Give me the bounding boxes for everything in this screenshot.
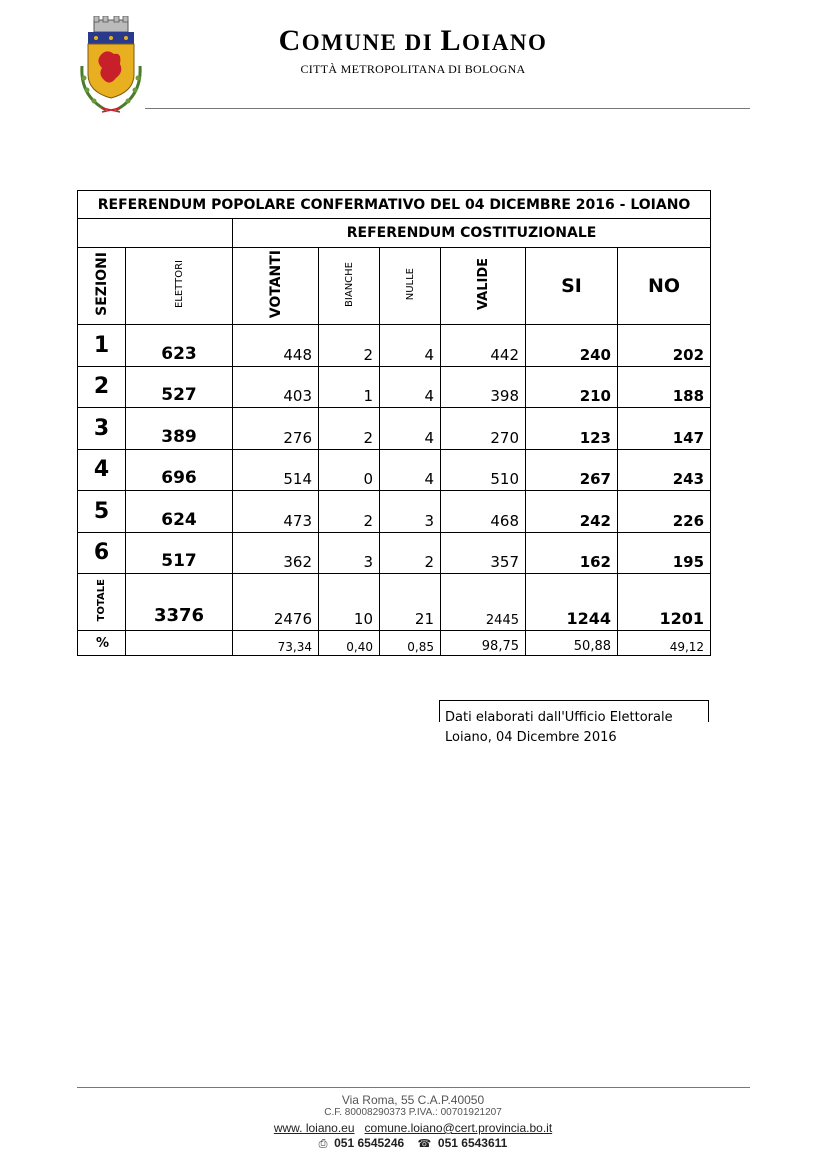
elettori-value: 389 — [126, 408, 233, 450]
bianche-value: 2 — [319, 408, 380, 450]
fax-number: 051 6545246 — [334, 1136, 405, 1150]
header-divider — [145, 108, 750, 109]
totale-si: 1244 — [526, 574, 618, 631]
valide-value: 442 — [441, 325, 526, 367]
percent-row — [78, 631, 711, 656]
valide-value: 398 — [441, 366, 526, 408]
fax-icon: ⎙ — [318, 1138, 328, 1150]
sezione-number: 1 — [78, 325, 126, 367]
totale-no: 1201 — [618, 574, 711, 631]
sezione-number: 5 — [78, 491, 126, 533]
nulle-value: 4 — [380, 449, 441, 491]
table-row — [78, 491, 711, 533]
votanti-value: 403 — [233, 366, 319, 408]
totale-valide: 2445 — [441, 574, 526, 631]
header-votanti: VOTANTI — [233, 248, 319, 325]
bianche-value: 1 — [319, 366, 380, 408]
percent-valide: 98,75 — [441, 631, 526, 656]
no-value: 226 — [618, 491, 711, 533]
votanti-value: 448 — [233, 325, 319, 367]
totale-elettori: 3376 — [126, 574, 233, 631]
sezione-number: 4 — [78, 449, 126, 491]
nulle-value: 4 — [380, 325, 441, 367]
phone-icon: ☎ — [417, 1138, 432, 1150]
blank-cell — [78, 219, 233, 248]
votanti-value: 473 — [233, 491, 319, 533]
header-sezioni: SEZIONI — [78, 248, 126, 325]
header-si: SI — [526, 248, 618, 325]
nulle-value: 3 — [380, 491, 441, 533]
email-link[interactable]: comune.loiano@cert.provincia.bo.it — [364, 1121, 553, 1135]
totale-votanti: 2476 — [233, 574, 319, 631]
valide-value: 510 — [441, 449, 526, 491]
elettori-value: 623 — [126, 325, 233, 367]
votanti-value: 514 — [233, 449, 319, 491]
si-value: 242 — [526, 491, 618, 533]
no-value: 243 — [618, 449, 711, 491]
percent-si: 50,88 — [526, 631, 618, 656]
results-table — [77, 190, 711, 656]
table-row — [78, 532, 711, 574]
table-row — [78, 408, 711, 450]
header-no: NO — [618, 248, 711, 325]
table-row — [78, 366, 711, 408]
totale-label: TOTALE — [78, 574, 126, 631]
percent-elettori-empty — [126, 631, 233, 656]
si-value: 240 — [526, 325, 618, 367]
no-value: 188 — [618, 366, 711, 408]
header-nulle: NULLE — [380, 248, 441, 325]
footer-address: Via Roma, 55 C.A.P.40050 — [341, 1093, 485, 1107]
percent-label: % — [78, 631, 126, 656]
elettori-value: 624 — [126, 491, 233, 533]
header-valide: VALIDE — [441, 248, 526, 325]
footer-fiscal-codes: C.F. 80008290373 P.IVA.: 00701921207 — [324, 1107, 502, 1118]
no-value: 147 — [618, 408, 711, 450]
si-value: 210 — [526, 366, 618, 408]
elettori-value: 517 — [126, 532, 233, 574]
table-row — [78, 325, 711, 367]
footer-links — [0, 1121, 826, 1135]
nulle-value: 2 — [380, 532, 441, 574]
percent-nulle: 0,85 — [380, 631, 441, 656]
sezione-number: 6 — [78, 532, 126, 574]
note-line-1: Dati elaborati dall'Ufficio Elettorale — [445, 710, 673, 725]
footer-contacts — [0, 1136, 826, 1151]
elettori-value: 527 — [126, 366, 233, 408]
totale-nulle: 21 — [380, 574, 441, 631]
nulle-value: 4 — [380, 408, 441, 450]
phone-number: 051 6543611 — [437, 1136, 508, 1150]
header-elettori: ELETTORI — [126, 248, 233, 325]
elettori-value: 696 — [126, 449, 233, 491]
bianche-value: 2 — [319, 325, 380, 367]
no-value: 202 — [618, 325, 711, 367]
percent-bianche: 0,40 — [319, 631, 380, 656]
footer-divider — [77, 1087, 750, 1088]
sezione-number: 2 — [78, 366, 126, 408]
page-title: COMUNE DI LOIANO — [278, 24, 548, 57]
sezione-number: 3 — [78, 408, 126, 450]
bianche-value: 2 — [319, 491, 380, 533]
no-value: 195 — [618, 532, 711, 574]
note-line-2: Loiano, 04 Dicembre 2016 — [445, 730, 617, 745]
valide-value: 270 — [441, 408, 526, 450]
percent-votanti: 73,34 — [233, 631, 319, 656]
votanti-value: 276 — [233, 408, 319, 450]
totale-row — [78, 574, 711, 631]
website-link[interactable]: www. loiano.eu — [273, 1121, 355, 1135]
bianche-value: 3 — [319, 532, 380, 574]
bianche-value: 0 — [319, 449, 380, 491]
valide-value: 468 — [441, 491, 526, 533]
header-bianche: BIANCHE — [319, 248, 380, 325]
percent-no: 49,12 — [618, 631, 711, 656]
municipal-crest-logo — [76, 16, 146, 116]
table-row — [78, 449, 711, 491]
totale-bianche: 10 — [319, 574, 380, 631]
page-subtitle: CITTÀ METROPOLITANA DI BOLOGNA — [300, 62, 526, 76]
table-subtitle: REFERENDUM COSTITUZIONALE — [233, 219, 711, 248]
si-value: 267 — [526, 449, 618, 491]
table-title: REFERENDUM POPOLARE CONFERMATIVO DEL 04 DICEMBRE 2016 - LOIANO — [78, 191, 711, 219]
si-value: 123 — [526, 408, 618, 450]
valide-value: 357 — [441, 532, 526, 574]
si-value: 162 — [526, 532, 618, 574]
nulle-value: 4 — [380, 366, 441, 408]
votanti-value: 362 — [233, 532, 319, 574]
